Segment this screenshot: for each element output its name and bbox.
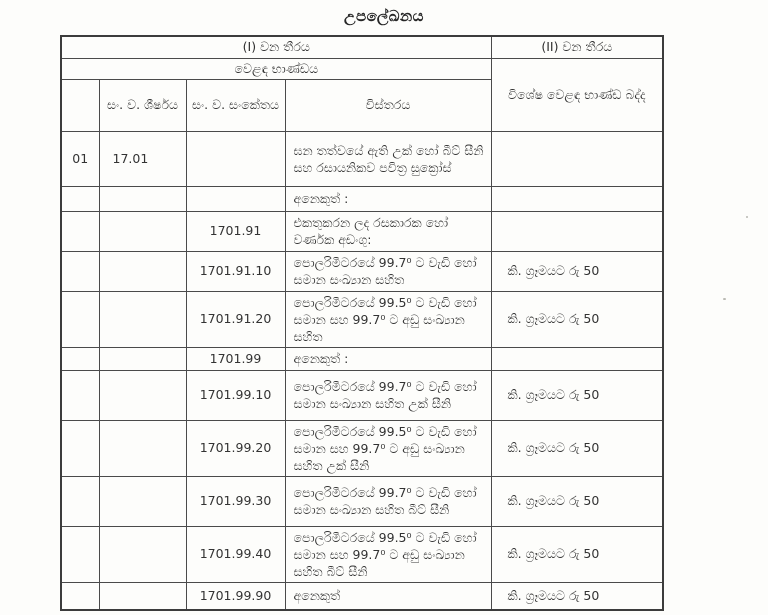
document-title: උපලේඛනය bbox=[344, 7, 424, 25]
levy-column-header: විශේෂ වෙළඳ භාණ්ඩ බද්ද bbox=[491, 58, 663, 131]
row-number-cell bbox=[61, 291, 99, 347]
description-cell: අනෙකුත් : bbox=[285, 186, 491, 211]
hs-code-cell: 1701.91 bbox=[186, 211, 285, 251]
row-number-cell bbox=[61, 476, 99, 526]
scan-speck bbox=[746, 216, 748, 218]
hs-heading-cell: 17.01 bbox=[99, 131, 186, 186]
hs-code-cell: 1701.91.20 bbox=[186, 291, 285, 347]
hs-code-cell: 1701.99.10 bbox=[186, 370, 285, 420]
duty-cell: කි. ග්‍රෑමයට රු 50 bbox=[491, 526, 663, 582]
description-cell: අනෙකුත් bbox=[285, 582, 491, 610]
description-column-header: විස්තරය bbox=[285, 79, 491, 131]
hs-heading-cell bbox=[99, 251, 186, 291]
duty-cell: කි. ග්‍රෑමයට රු 50 bbox=[491, 582, 663, 610]
hs-heading-cell bbox=[99, 211, 186, 251]
description-cell: පොලරිමීටරයේ 99.5⁰ ට වැඩි හෝ සමාන සහ 99.7⁰ ට අඩු සංඛ්‍යාන සහිත බීට් සීනි bbox=[285, 526, 491, 582]
hs-code-cell: 1701.99.30 bbox=[186, 476, 285, 526]
hs-heading-cell bbox=[99, 420, 186, 476]
hs-code-column-header: සං. ව. සංකේතය bbox=[186, 79, 285, 131]
hs-code-cell: 1701.91.10 bbox=[186, 251, 285, 291]
duty-cell: කි. ග්‍රෑමයට රු 50 bbox=[491, 420, 663, 476]
row-number-cell bbox=[61, 186, 99, 211]
scan-speck bbox=[723, 298, 726, 300]
table-row bbox=[61, 420, 663, 476]
hs-heading-cell bbox=[99, 186, 186, 211]
hs-code-cell bbox=[186, 131, 285, 186]
commodity-group-header: වෙළඳ භාණ්ඩය bbox=[61, 58, 491, 79]
duty-cell: කි. ග්‍රෑමයට රු 50 bbox=[491, 370, 663, 420]
table-row bbox=[61, 186, 663, 211]
hs-heading-column-header: සං. ව. ශීර්ෂය bbox=[99, 79, 186, 131]
description-cell: එකතුකරන ලද රසකාරක හෝ වර්ණක අඩංගු: bbox=[285, 211, 491, 251]
description-cell: පොලරිමීටරයේ 99.7⁰ ට වැඩි හෝ සමාන සංඛ්‍යාන සහිත bbox=[285, 251, 491, 291]
column-group-2-header: (II) වන තීරය bbox=[491, 36, 663, 58]
description-cell: අනෙකුත් : bbox=[285, 347, 491, 370]
table-row bbox=[61, 582, 663, 610]
table-row bbox=[61, 131, 663, 186]
row-number-cell bbox=[61, 420, 99, 476]
table-row bbox=[61, 476, 663, 526]
row-number-cell bbox=[61, 251, 99, 291]
row-number-cell bbox=[61, 526, 99, 582]
row-number-cell bbox=[61, 347, 99, 370]
table-row bbox=[61, 251, 663, 291]
hs-heading-cell bbox=[99, 291, 186, 347]
description-cell: පොලරිමීටරයේ 99.7⁰ ට වැඩි හෝ සමාන සංඛ්‍යාන සහිත බීට් සීනි bbox=[285, 476, 491, 526]
row-number-cell bbox=[61, 211, 99, 251]
header-row-column-groups bbox=[61, 36, 663, 58]
hs-code-cell: 1701.99.20 bbox=[186, 420, 285, 476]
table-row bbox=[61, 370, 663, 420]
table-row bbox=[61, 211, 663, 251]
duty-cell bbox=[491, 186, 663, 211]
description-cell: පොලරිමීටරයේ 99.5⁰ ට වැඩි හෝ සමාන සහ 99.7⁰ ට අඩු සංඛ්‍යාන සහිත bbox=[285, 291, 491, 347]
column-group-1-header: (I) වන තීරය bbox=[61, 36, 491, 58]
header-row-commodity-group bbox=[61, 58, 663, 79]
table-row bbox=[61, 526, 663, 582]
row-number-cell bbox=[61, 582, 99, 610]
row-number-cell: 01 bbox=[61, 131, 99, 186]
no-column-header bbox=[61, 79, 99, 131]
tariff-schedule-table bbox=[60, 35, 664, 611]
duty-cell: කි. ග්‍රෑමයට රු 50 bbox=[491, 251, 663, 291]
duty-cell: කි. ග්‍රෑමයට රු 50 bbox=[491, 291, 663, 347]
hs-code-cell: 1701.99.90 bbox=[186, 582, 285, 610]
table-row bbox=[61, 291, 663, 347]
duty-cell bbox=[491, 211, 663, 251]
hs-heading-cell bbox=[99, 370, 186, 420]
hs-code-cell: 1701.99 bbox=[186, 347, 285, 370]
duty-cell bbox=[491, 131, 663, 186]
description-cell: පොලරිමීටරයේ 99.5⁰ ට වැඩි හෝ සමාන සහ 99.7⁰ ට අඩු සංඛ්‍යාන සහිත උක් සීනි bbox=[285, 420, 491, 476]
duty-cell: කි. ග්‍රෑමයට රු 50 bbox=[491, 476, 663, 526]
hs-heading-cell bbox=[99, 347, 186, 370]
hs-heading-cell bbox=[99, 582, 186, 610]
description-cell: ඝන තත්වයේ ඇති උක් හෝ බීට් සීනි සහ රසායනිකව පවිත්‍ර සුක්‍රෝස් bbox=[285, 131, 491, 186]
duty-cell bbox=[491, 347, 663, 370]
hs-heading-cell bbox=[99, 476, 186, 526]
row-number-cell bbox=[61, 370, 99, 420]
table-row bbox=[61, 347, 663, 370]
description-cell: පොලරිමීටරයේ 99.7⁰ ට වැඩි හෝ සමාන සංඛ්‍යාන සහිත උක් සීනි bbox=[285, 370, 491, 420]
hs-code-cell: 1701.99.40 bbox=[186, 526, 285, 582]
hs-code-cell bbox=[186, 186, 285, 211]
hs-heading-cell bbox=[99, 526, 186, 582]
